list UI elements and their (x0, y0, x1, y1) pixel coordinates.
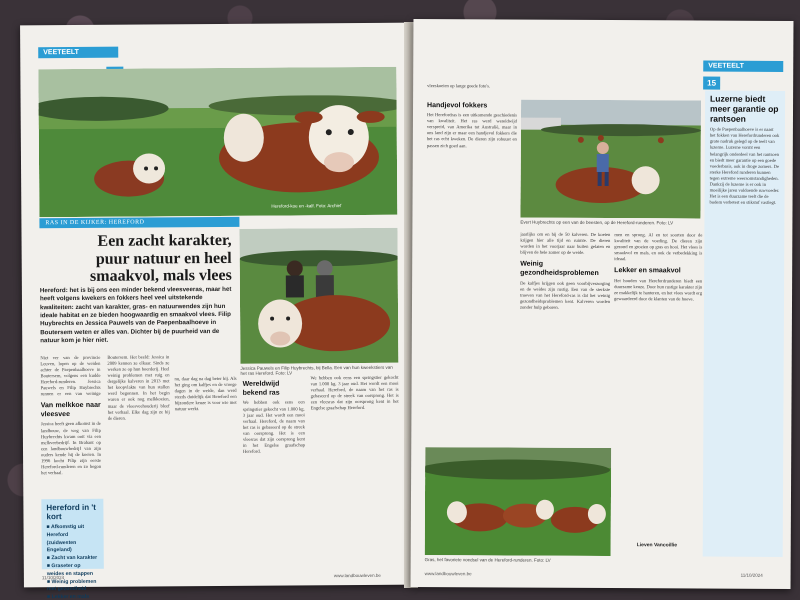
footer-url: www.landbouwleven.be (424, 571, 472, 577)
body-column-5 (310, 375, 399, 568)
rubric-label: VEETEELT (38, 47, 118, 59)
continued-text: vleeskoeien op lange goede foto's. (427, 83, 491, 89)
body-column-1 (425, 97, 517, 437)
section-subhead: Handjevol fokkers (427, 102, 488, 110)
top-photo-credit: Hereford-koe en -kalf. Foto: Archief (271, 203, 342, 209)
body-column-1b (41, 397, 102, 497)
body-text: nu, daar dag na dag beter bij. Als het ging om kalfjes en de vroege dagen in de weide, dan werd steeds duidelijk dat Hereford een bijzondere keuze is voor wie met natuur werkt. (174, 375, 237, 412)
top-photo-caption: Evert Huybrechts op een van de beesten, op de Hereford-runderen. Foto: LV (520, 219, 674, 226)
body-column-2 (107, 354, 170, 568)
fact-box-item: ■ Lekker en mals (47, 594, 90, 600)
body-text: Het houden van Herefordrunderen biedt een duurzame keuze. Door hun rustige karakter zijn ze makkelijk te hanteren, en het vlees wordt erg gewaardeerd door de klanten van de hoeve. (614, 277, 703, 302)
section-subhead: Weinig gezondheidsproblemen (520, 260, 599, 278)
grazing-cattle-photo (425, 447, 612, 556)
feature-caption-bar: RAS IN DE KIJKER: HEREFORD (39, 217, 239, 228)
rubric-label: VEETEELT (703, 61, 783, 72)
body-text: De kalfjes krijgen ook geen voorbijverzorging en de weides zijn rustig. Een van de sterkste troeven van het Hereford-ras is dat het weinig gezondheidsproblemen kent. Kalveren worden zonder hulp geboren. (519, 280, 611, 310)
fact-box-item: ■ Weinig problemen met gezondheid (46, 578, 97, 593)
sidebar-title: Luzerne biedt meer garantie op rantsoen (709, 93, 779, 124)
body-text: men en sprong. Al en tot soorten door de kwaliteit van de voeding. De dieren zijn gezond en groeien op gras en hooi. Het vlees is smaakvol en mals, en ook de vetbedekking is ideaal. (614, 232, 703, 262)
bottom-photo-caption: Gras, het favoriete voedsel van de Hereford-runderen. Foto: LV (424, 557, 551, 563)
article-intro: Hereford: het is bij ons een minder bekend vleesveeras, maar het heeft volgens kwekers en fokkers heel veel uitstekende kwaliteiten: zacht van karakter, gras- en natuurwendes zijn hun ideale habitat en ze bieden hoogwaardig en smaakvol vlees. Filip Huybrechts en Jessica Pauwels van de Paepenbaalhoeve in Boutersem weten er alles van. Dichter bij de puurheid van de natuur kom je hier niet. (39, 285, 232, 345)
section-subhead: Lekker en smaakvol (614, 267, 681, 275)
body-text: We hebben ook eens een springstier gekocht van 1.000 kg. 3 jaar oud. Het wordt een mooi verhaal. Hereford, de naam van het ras is gebaseerd op de streek van oorsprong. Het is een vleesras dat zijn oorsprong kent in het Engelse graafschap Hereford. (310, 374, 399, 411)
body-column-4 (242, 375, 305, 567)
body-column-1 (40, 355, 100, 397)
right-page (411, 19, 794, 589)
child-on-cow-photo (520, 100, 701, 219)
body-column-3 (174, 376, 237, 568)
luzerne-sidebar (703, 91, 785, 557)
fact-box-title: Hereford in 't kort (46, 502, 96, 522)
footer-url: www.landbouwleven.be (333, 572, 381, 579)
hereford-cow-calf-photo (38, 67, 397, 217)
farmers-with-bull-photo (239, 228, 398, 364)
body-text: jaarlijks om en bij de 50 kalveren. De koeien krijgen hier alle tijd en ruimte. De dieren worden in het voorjaar naar buiten gelaten en blijven de hele zomer op de weide. (520, 231, 611, 256)
fact-box-item: ■ Afkomstig uit Hereford (zuidwesten Engeland) (46, 523, 85, 554)
body-text: Het Herefordras is een uitkomende geschiedenis van kwaliteit. Het ras werd wereldwijd verspreid, van Amerika tot Australië, maar in ons land zijn er maar een handjevol fokkers die het ras echt kweken. De dieren zijn robuust en passen zich goed aan. (426, 112, 517, 148)
page-number: 15 (703, 77, 720, 90)
section-subhead: Wereldwijd bekend ras (242, 380, 280, 398)
body-text: We hebben ook eens een springstier gekocht van 1.000 kg. 3 jaar oud. Het wordt een mooi verhaal. Hereford, de naam van het ras is gebaseerd op de streek van oorsprong. Het is een vleesras dat zijn oorsprong kent in het Engelse graafschap Hereford. (242, 399, 305, 454)
section-subhead: Van melkkoe naar vleesvee (40, 401, 101, 419)
left-page (20, 23, 412, 600)
body-column-3 (613, 232, 702, 442)
author-byline: Lieven Vancoillie (636, 542, 678, 549)
body-text: Boutersem. Het beeld: Jessica in 2009 kennen ze elkaar. Sinds ze werken ze op hun boerderij. Heel weinig problemen met ruig en dergelijke kalveren in 2013 met het koopvlakte van hun stallen werd begonnen. In het begin waren er ook nog melkkoeien, maar de vleesveehouderij bleef het verhaal. Elke dag zijn ze bij de dieren. (107, 354, 170, 421)
middle-photo-caption: Jessica Pauwels en Filip Huybrechts, bij Bella. Een van hun kweekstiers van het ras Hereford. Foto: LV (240, 364, 393, 377)
body-column-2 (519, 232, 610, 442)
fact-box-item: ■ Graseter op weides en stappen (46, 562, 94, 577)
body-text: Jessica heeft geen afkomst in de landbouw, de weg van Filip Huybrechts kwam ooit via een melkveebedrijf. In Brabant op een landbouwbedrijf van zijn ouders kende hij de koeien. In 1996 kocht Filip zijn eerste Hereford-runderen en zo begon het verhaal. (40, 421, 102, 476)
sidebar-text: Op de Paepenbaalhoeve is er naast het fokken van Herefordrunderen ook grote nadruk gelegd op de teelt van luzerne. Luzerne vormt een belangrijk onderdeel van het rantsoen en biedt meer garantie op een goede voederbasis, ook in droge zomers. De sterke Hereford runderen kunnen tegen extreme weersomstandigheden. Dankzij de luzerne is er ook in moeilijke jaren voldoende ruwvoeder. Het is een duurzame teelt die de bodem verbetert en stikstof vastlegt. (709, 126, 780, 205)
body-text: Niet ver van de provincie Leuven, lopen op de weiden achter de Paepenbaalhoeve in Boutersem, volgens een kudde Hereford-runderen. Jessica Pauwels en Filip Huybrechts runnen er een van weinige (40, 354, 101, 397)
footer-date: 11/10/2024 (740, 572, 763, 578)
article-headline: Een zacht karakter, puur natuur en heel smaakvol, mals vlees (89, 231, 232, 286)
footer-date: 11/10/2024 (41, 575, 65, 581)
fact-box-item: ■ Zacht van karakter (46, 555, 98, 562)
